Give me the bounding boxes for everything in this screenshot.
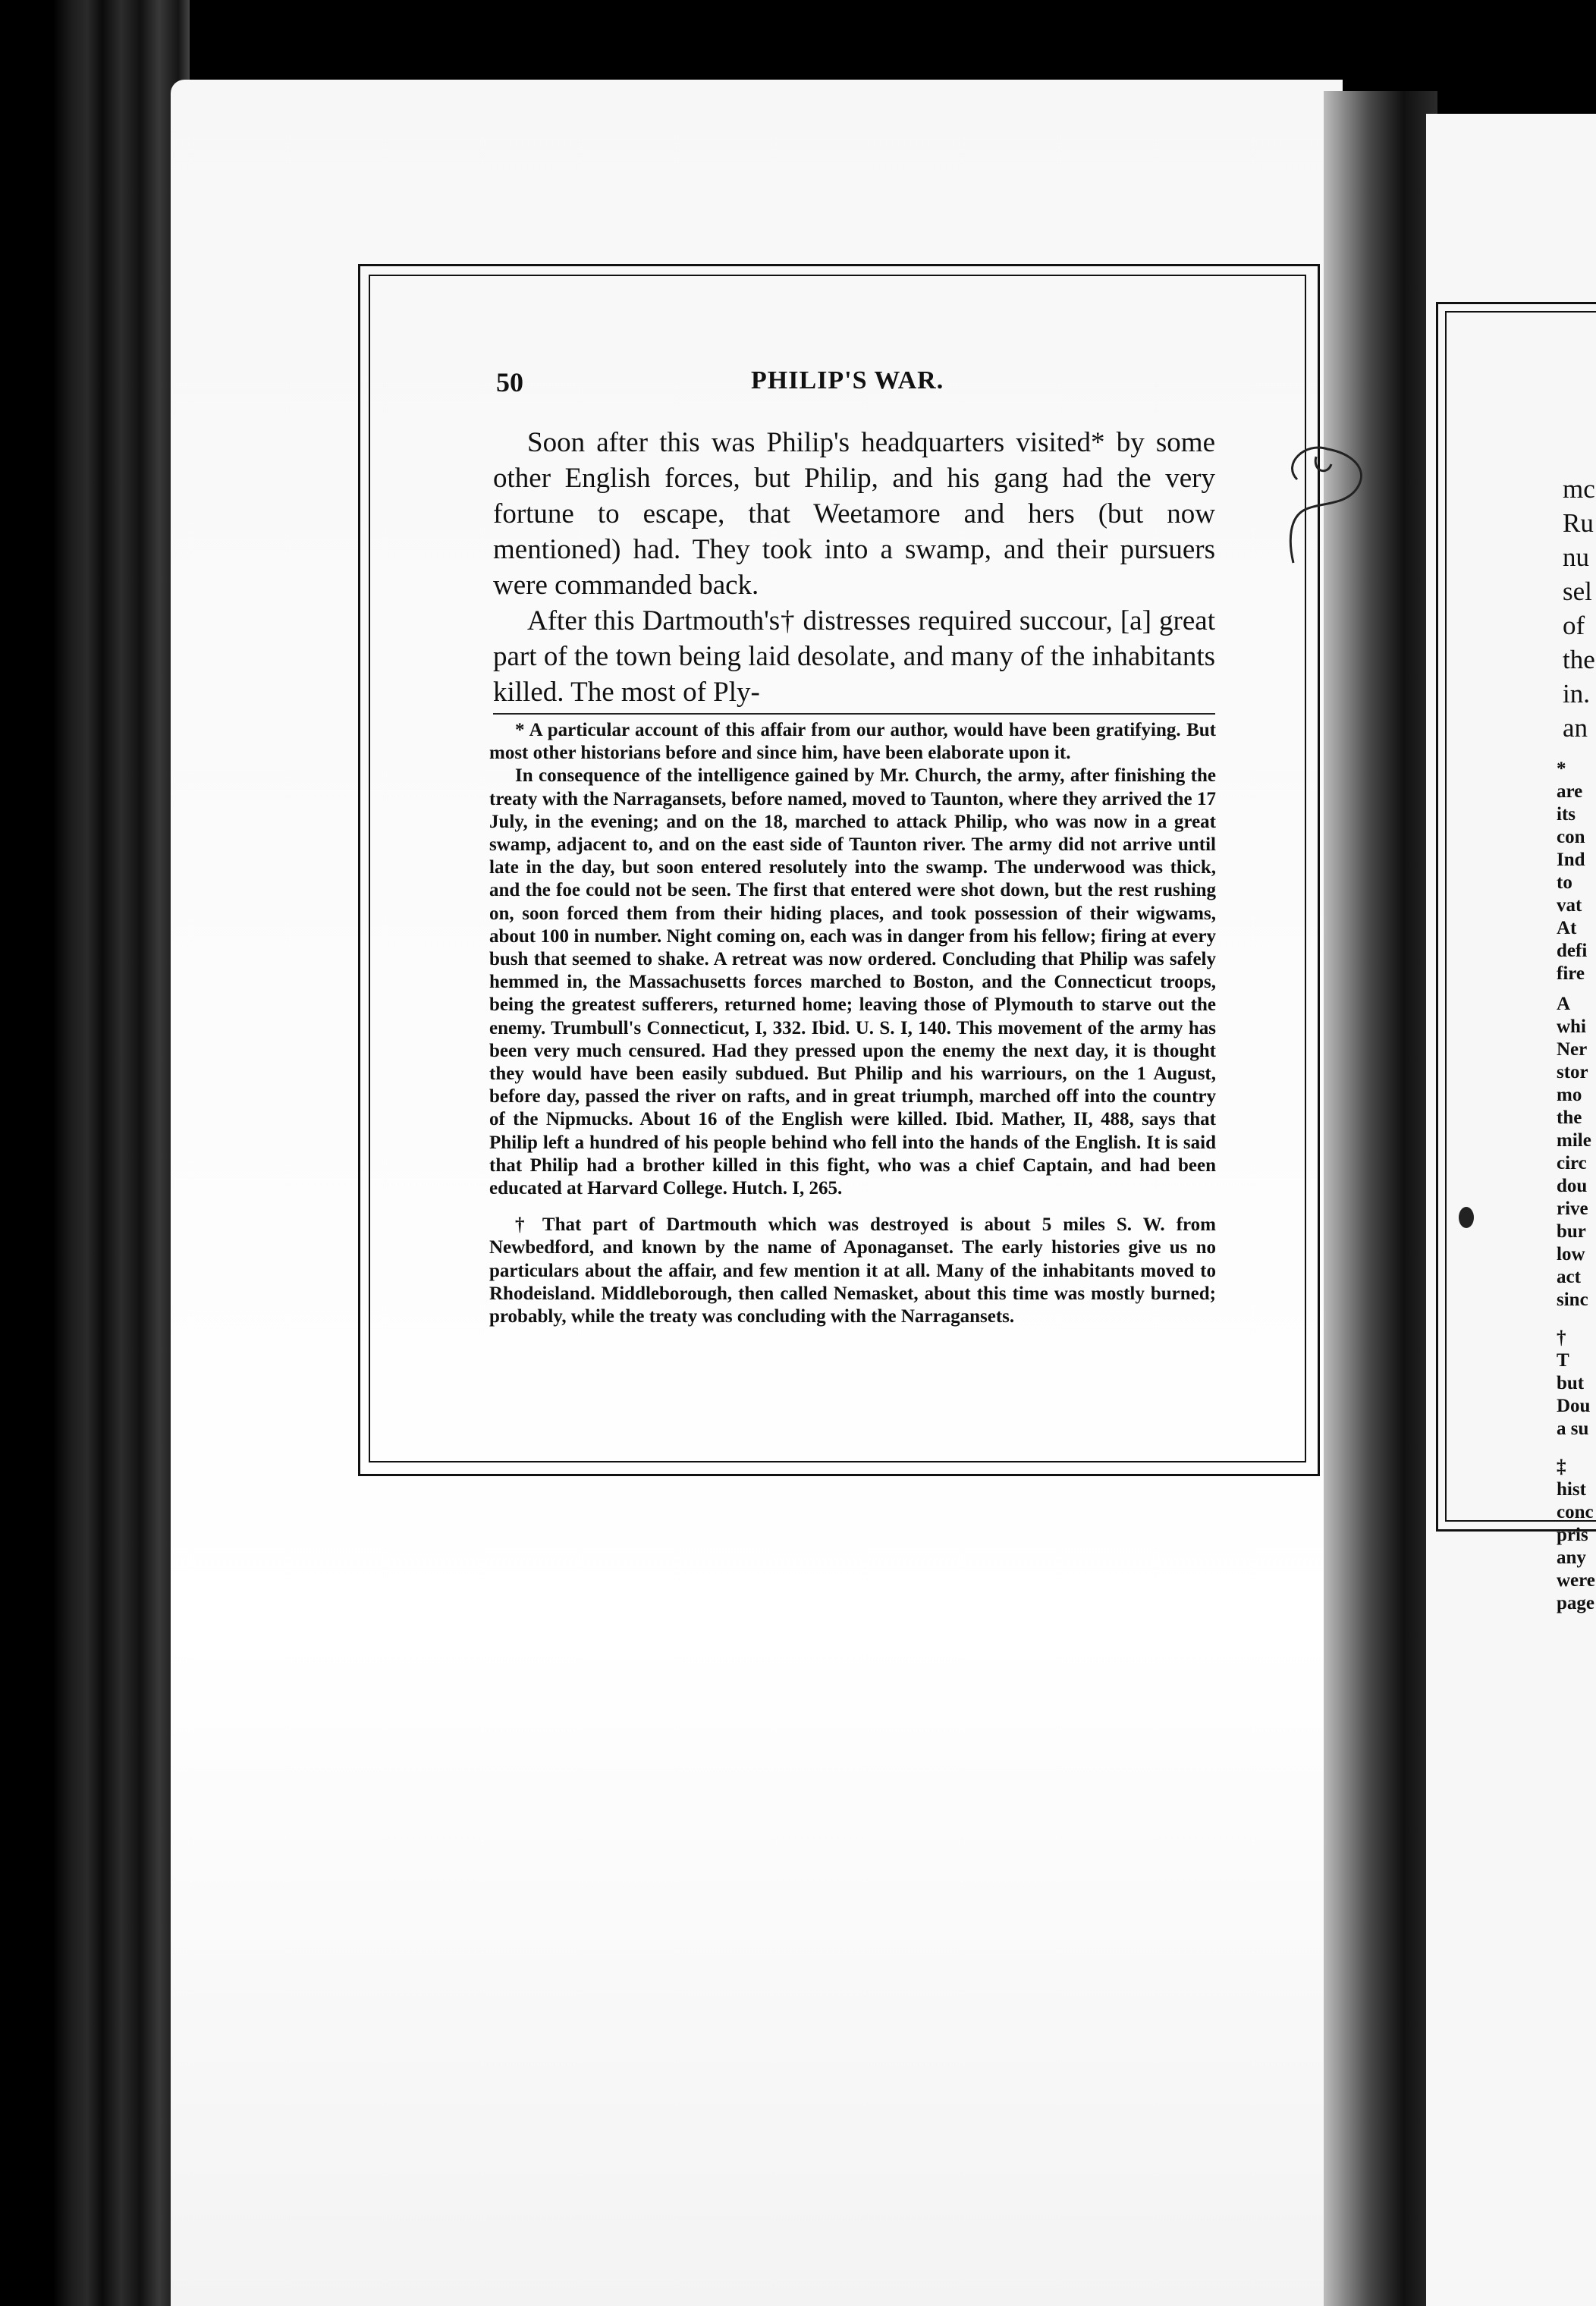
- next-page-note-line: con: [1557, 827, 1585, 847]
- next-page-note-line: rive: [1557, 1199, 1588, 1219]
- next-page-note-line: A: [1557, 994, 1571, 1014]
- next-page-line: sel: [1563, 576, 1592, 606]
- margin-scribble-mark: [1274, 434, 1381, 570]
- next-page-note-line: page: [1557, 1593, 1594, 1613]
- footnotes: [489, 719, 1216, 1328]
- next-page-note-line: fire: [1557, 963, 1585, 984]
- footnote-rule: [493, 713, 1215, 715]
- ink-blot: [1455, 1202, 1478, 1233]
- next-page-line: mc: [1563, 474, 1595, 504]
- next-page-note-line: defi: [1557, 941, 1588, 961]
- next-page-note-line: whi: [1557, 1016, 1586, 1037]
- footnote: † That part of Dartmouth which was destroyed is about 5 miles S. W. from Newbedford, and known by the name of Aponaganset. The early histories give us no particulars about the affair, and few mention it at all. Many of the inhabitants moved to Rhodeisland. Middleborough, then called Nemasket, about this time was mostly burned; probably, while the treaty was concluding with the Narragansets.: [489, 1214, 1216, 1327]
- gutter-shadow: [1324, 91, 1437, 2306]
- next-page-line: in.: [1563, 679, 1590, 708]
- next-page-note-line: conc: [1557, 1502, 1594, 1522]
- next-page-line: nu: [1563, 542, 1589, 572]
- body-paragraph: Soon after this was Philip's headquarters visited* by some other English forces, but Philip, and his gang had the very fortune to escape, that Weetamore and hers (but now mentioned) had. They took into a swamp, and their pursuers were commanded back.: [493, 427, 1215, 601]
- body-paragraph: After this Dartmouth's† distresses required succour, [a] great part of the town being laid desolate, and many of the inhabitants killed. The most of Ply-: [493, 605, 1215, 708]
- next-page-line: an: [1563, 713, 1588, 743]
- next-page-note-line: were: [1557, 1570, 1595, 1591]
- next-page-note-line: vat: [1557, 895, 1582, 916]
- next-page-note-line: Ner: [1557, 1039, 1588, 1060]
- next-page-note-line: bur: [1557, 1221, 1586, 1242]
- next-page-note-line: dou: [1557, 1176, 1588, 1196]
- next-page-note-line: to: [1557, 872, 1572, 893]
- footnote: In consequence of the intelligence gained by Mr. Church, the army, after finishing the treaty with the Narragansets, before named, moved to Taunton, where they arrived the 17 July, in the evening; and on the 18, marched to attack Philip, who was now in a great swamp, adjacent to, and on the east side of Taunton river. The army did not arrive until late in the day, but soon entered resolutely into the swamp. The underwood was thick, and the foe could not be seen. The first that entered were shot down, but the rest rushing on, soon forced them from their hiding places, and took possession of their wigwams, about 100 in number. Night coming on, each was in danger from his fellow; firing at every bush that seemed to shake. A retreat was now ordered. Concluding that Philip was safely hemmed in, the Massachusetts forces marched to Boston, and the Connecticut troops, being the greatest sufferers, returned home; leaving those of Plymouth to starve out the enemy. Trumbull's Connecticut, I, 332. Ibid. U. S. I, 140. This movement of the army has been very much censured. Had they pressed upon the enemy the next day, it is thought they would have been easily subdued. But Philip and his warriours, on the 1 August, before day, passed the river on rafts, and in great triumph, marched off into the country of the Nipmucks. About 16 of the English were killed. Ibid. Mather, II, 488, says that Philip left a hundred of his people behind who fell into the hands of the English. It is said that Philip had a brother killed in this fight, who was a chief Captain, and had been educated at Harvard College. Hutch. I, 265.: [489, 765, 1216, 1199]
- next-page-note-line: any: [1557, 1547, 1586, 1568]
- next-page-note-line: circ: [1557, 1153, 1587, 1173]
- next-page-note-line: Ind: [1557, 850, 1585, 870]
- running-title: PHILIP'S WAR.: [751, 366, 944, 394]
- next-page-note-line: stor: [1557, 1062, 1588, 1082]
- body-text: [493, 425, 1215, 710]
- next-page-note-line: low: [1557, 1244, 1585, 1265]
- next-page-note-line: †: [1557, 1327, 1566, 1348]
- next-page-note-line: Dou: [1557, 1396, 1591, 1416]
- next-page-note-line: *: [1557, 759, 1566, 779]
- next-page-note-line: but: [1557, 1373, 1585, 1393]
- next-page-note-line: pris: [1557, 1525, 1588, 1545]
- next-page-line: the: [1563, 645, 1595, 674]
- page-number: 50: [496, 367, 523, 397]
- next-page-note-line: hist: [1557, 1479, 1586, 1500]
- footnote: * A particular account of this affair from our author, would have been gratifying. But most other historians before and since him, have been elaborate upon it.: [489, 720, 1216, 764]
- next-page-note-line: mo: [1557, 1085, 1582, 1105]
- next-page-note-line: act: [1557, 1267, 1581, 1287]
- next-page-note-line: are: [1557, 781, 1583, 802]
- left-binding-edge: [0, 0, 190, 2306]
- next-page-note-line: At: [1557, 918, 1577, 938]
- next-page-note-line: ‡: [1557, 1456, 1566, 1477]
- next-page-note-line: the: [1557, 1107, 1582, 1128]
- next-page-note-line: sinc: [1557, 1290, 1588, 1310]
- next-page-line: Ru: [1563, 508, 1594, 538]
- next-page-line: of: [1563, 611, 1585, 640]
- next-page-note-line: its: [1557, 804, 1576, 825]
- next-page-note-line: mile: [1557, 1130, 1591, 1151]
- next-page-note-line: a su: [1557, 1418, 1589, 1439]
- next-page-note-line: T: [1557, 1350, 1569, 1371]
